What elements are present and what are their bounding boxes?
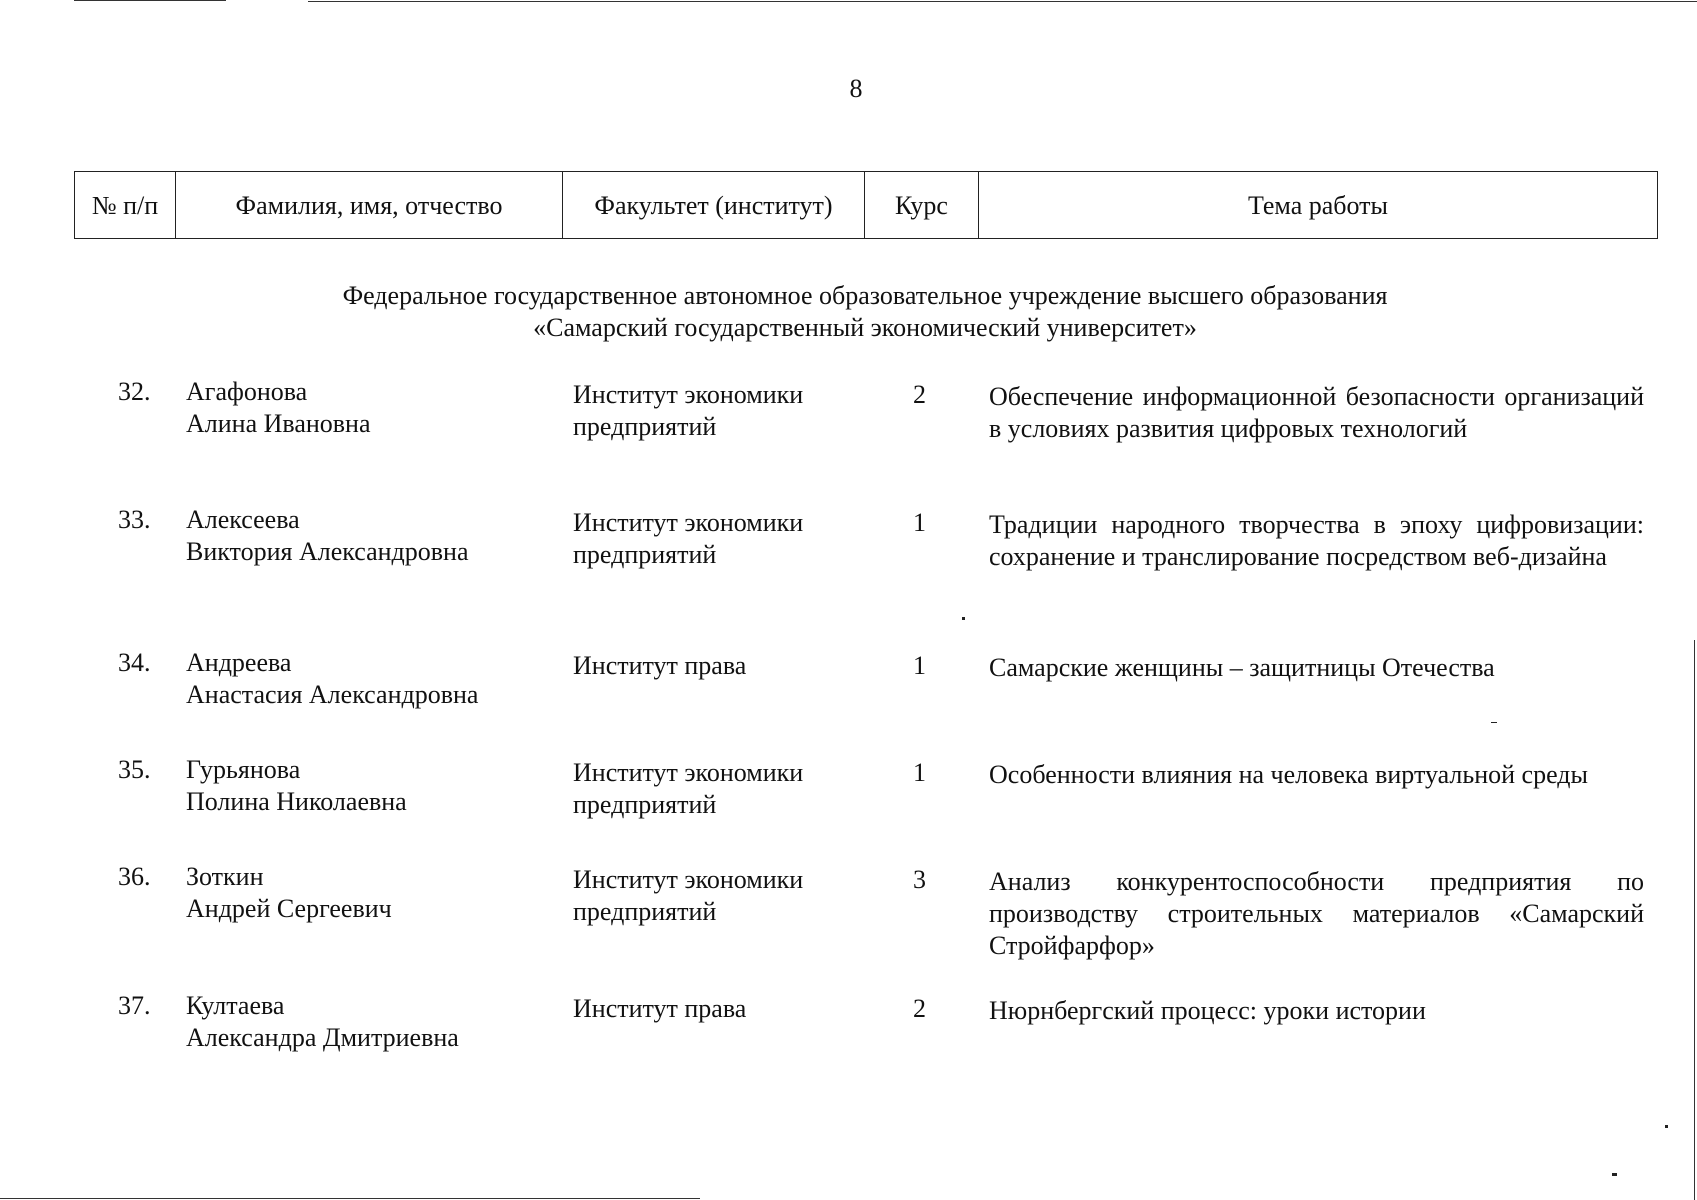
row-number: 33. <box>118 505 151 534</box>
course: 1 <box>913 758 926 787</box>
header-num: № п/п <box>75 172 176 238</box>
faculty: Институт экономики предприятий <box>573 758 804 819</box>
student-surname: Гурьянова <box>186 755 301 784</box>
top-edge-line-left <box>74 0 226 1</box>
row-number: 37. <box>118 991 151 1020</box>
top-edge-line-right <box>308 1 1697 2</box>
course: 2 <box>913 994 926 1023</box>
organization-line-1: Федеральное государственное автономное образовательное учреждение высшего образования <box>342 281 1388 310</box>
faculty: Институт права <box>573 651 747 680</box>
header-topic: Тема работы <box>1247 190 1388 220</box>
header-faculty: Факультет (институт) <box>563 172 865 238</box>
student-given-names: Виктория Александровна <box>186 537 469 566</box>
student-surname: Култаева <box>186 991 285 1020</box>
work-topic: Обеспечение информационной безопасности организаций в условиях развития цифровых технологий <box>989 382 1644 443</box>
page-number: 8 <box>849 74 863 103</box>
scan-speck <box>962 617 965 620</box>
student-given-names: Андрей Сергеевич <box>186 894 392 923</box>
student-name <box>186 861 556 925</box>
row-number: 36. <box>118 862 151 891</box>
student-given-names: Александра Дмитриевна <box>186 1023 459 1052</box>
organization-line-2: «Самарский государственный экономический университет» <box>533 313 1197 342</box>
organization-title <box>0 280 1697 344</box>
work-topic: Традиции народного творчества в эпоху цифровизации: сохранение и транслирование посредством веб-дизайна <box>989 510 1644 571</box>
header-course: Курс <box>865 172 979 238</box>
student-name <box>186 990 556 1054</box>
work-topic: Самарские женщины – защитницы Отечества <box>989 653 1495 682</box>
right-edge-line <box>1694 640 1695 1200</box>
faculty: Институт экономики предприятий <box>573 380 804 441</box>
student-name <box>186 504 556 568</box>
table-header <box>74 171 1658 239</box>
scan-speck <box>1665 1125 1668 1128</box>
student-given-names: Полина Николаевна <box>186 787 407 816</box>
faculty: Институт экономики предприятий <box>573 508 804 569</box>
work-topic: Нюрнбергский процесс: уроки истории <box>989 996 1426 1025</box>
row-number: 35. <box>118 755 151 784</box>
course: 1 <box>913 651 926 680</box>
student-surname: Агафонова <box>186 377 308 406</box>
row-number: 32. <box>118 377 151 406</box>
work-topic: Особенности влияния на человека виртуальной среды <box>989 760 1588 789</box>
student-surname: Зоткин <box>186 862 264 891</box>
student-given-names: Алина Ивановна <box>186 409 371 438</box>
student-name <box>186 754 556 818</box>
header-name: Фамилия, имя, отчество <box>176 172 563 238</box>
student-surname: Алексеева <box>186 505 300 534</box>
faculty: Институт экономики предприятий <box>573 865 804 926</box>
course: 2 <box>913 380 926 409</box>
student-name <box>186 376 556 440</box>
scan-speck <box>1612 1173 1617 1176</box>
scan-speck <box>1491 722 1497 723</box>
course: 1 <box>913 508 926 537</box>
bottom-edge-line <box>0 1198 700 1199</box>
work-topic: Анализ конкурентоспособности предприятия по производству строительных материалов «Самарский Стройфарфор» <box>989 867 1644 960</box>
course: 3 <box>913 865 926 894</box>
student-name <box>186 647 556 711</box>
student-surname: Андреева <box>186 648 292 677</box>
row-number: 34. <box>118 648 151 677</box>
student-given-names: Анастасия Александровна <box>186 680 479 709</box>
faculty: Институт права <box>573 994 747 1023</box>
